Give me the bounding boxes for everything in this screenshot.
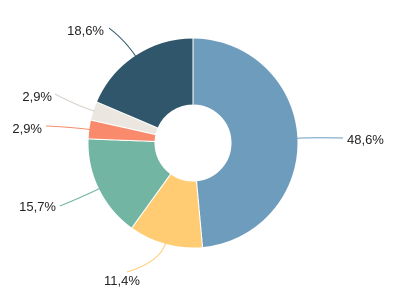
slice-label-0: 48,6% — [347, 132, 384, 147]
leader-line-0 — [296, 138, 343, 139]
leader-line-5 — [109, 28, 136, 57]
slice-label-4: 2,9% — [22, 89, 52, 104]
slice-label-1: 11,4% — [104, 273, 140, 288]
leader-line-2 — [60, 188, 100, 206]
pie-slice-0 — [193, 38, 298, 248]
leader-line-4 — [55, 94, 95, 111]
slices-layer — [88, 38, 298, 248]
slice-label-3: 2,9% — [12, 121, 42, 136]
slice-label-2: 15,7% — [19, 199, 56, 214]
leader-line-1 — [127, 242, 166, 272]
leader-line-3 — [46, 126, 91, 130]
slice-label-5: 18,6% — [67, 23, 104, 38]
